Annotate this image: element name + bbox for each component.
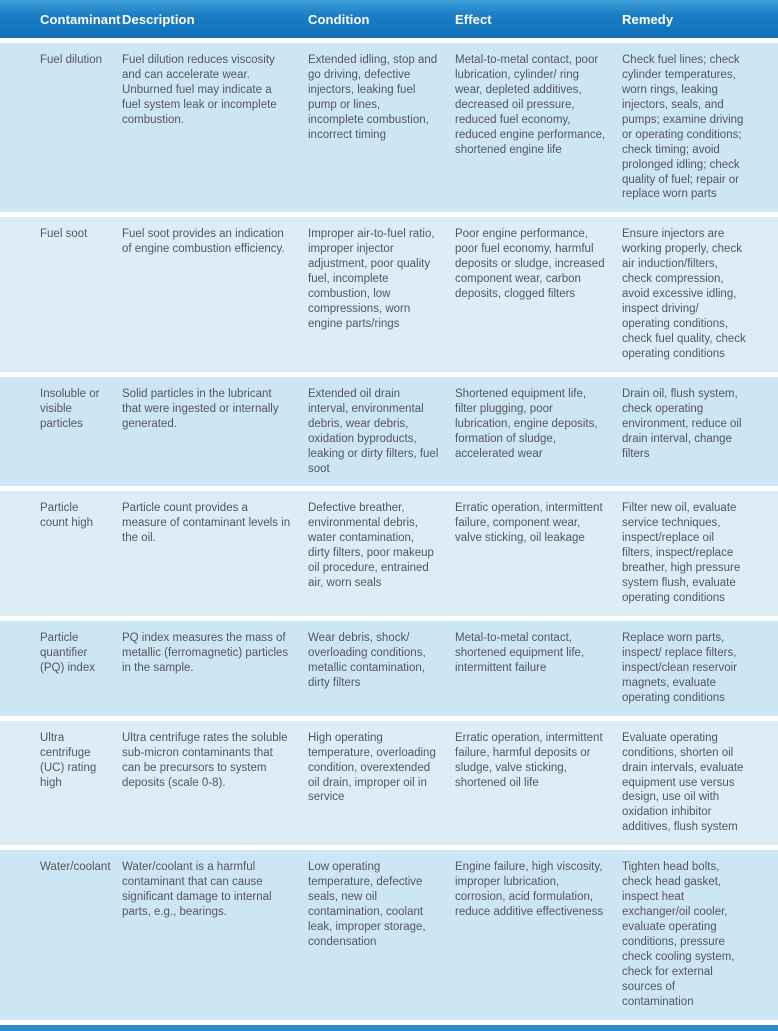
cell-remedy: Replace worn parts, inspect/ replace filters, inspect/clean reservoir magnets, evaluate operating conditions xyxy=(622,632,738,704)
cell-condition: High operating temperature, overloading condition, overextended oil drain, improper oil in service xyxy=(308,731,436,804)
column-header-condition: Condition xyxy=(308,11,370,27)
cell-description: Particle count provides a measure of contaminant levels in the oil. xyxy=(122,502,291,545)
cell-condition: Extended oil drain interval, environmental debris, wear debris, oxidation byproducts, leaking or dirty filters, fuel soot xyxy=(308,387,439,475)
cell-contaminant: Fuel soot xyxy=(40,228,88,241)
cell-effect: Metal-to-metal contact, poor lubrication, cylinder/ ring wear, depleted additives, decreased oil pressure, reduced fuel economy, reduced engine performance, shortened engine life xyxy=(455,54,606,156)
cell-remedy: Drain oil, flush system, check operating environment, reduce oil drain interval, change filters xyxy=(622,387,742,460)
cell-effect: Erratic operation, intermittent failure, component wear, valve sticking, oil leakage xyxy=(455,502,603,545)
cell-description: PQ index measures the mass of metallic (ferromagnetic) particles in the sample. xyxy=(122,632,289,674)
column-header-contaminant: Contaminant xyxy=(40,11,121,27)
column-header-remedy: Remedy xyxy=(622,11,674,27)
table-row xyxy=(0,721,778,846)
bottom-accent-bar xyxy=(0,1025,778,1031)
table-row xyxy=(0,850,778,1019)
cell-remedy: Ensure injectors are working properly, check air induction/filters, check compression, avoid excessive idling, inspect driving/ operating conditions, check fuel quality, check operating conditions xyxy=(622,228,746,360)
cell-description: Water/coolant is a harmful contaminant that can cause significant damage to internal parts, e.g., bearings. xyxy=(122,861,272,919)
column-header-effect: Effect xyxy=(455,11,492,27)
cell-condition: Wear debris, shock/ overloading conditions, metallic contamination, dirty filters xyxy=(308,632,426,689)
cell-effect: Erratic operation, intermittent failure, harmful deposits or sludge, valve sticking, shortened oil life xyxy=(455,731,603,789)
cell-contaminant: Fuel dilution xyxy=(40,54,103,66)
cell-condition: Defective breather, environmental debris, water contamination, dirty filters, poor makeup oil procedure, entrained air, worn seals xyxy=(308,502,434,590)
cell-description: Solid particles in the lubricant that were ingested or internally generated. xyxy=(122,387,279,430)
table-row xyxy=(0,43,778,212)
cell-effect: Metal-to-metal contact, shortened equipment life, intermittent failure xyxy=(455,632,585,674)
cell-remedy: Evaluate operating conditions, shorten oil drain intervals, evaluate equipment use versus design, use oil with oxidation inhibitor additives, flush system xyxy=(622,731,744,834)
cell-effect: Engine failure, high viscosity, improper lubrication, corrosion, acid formulation, reduce additive effectiveness xyxy=(455,861,604,919)
table-row xyxy=(0,491,778,616)
cell-contaminant: Water/coolant xyxy=(40,861,111,874)
cell-description: Fuel dilution reduces viscosity and can accelerate wear. Unburned fuel may indicate a fuel system leak or incomplete combustion. xyxy=(122,54,277,126)
cell-description: Fuel soot provides an indication of engine combustion efficiency. xyxy=(122,228,285,256)
cell-remedy: Tighten head bolts, check head gasket, inspect heat exchanger/oil cooler, evaluate operating conditions, pressure check cooling system, check for external sources of contamination xyxy=(622,861,735,1008)
cell-remedy: Filter new oil, evaluate service techniques, inspect/replace oil filters, inspect/replace breather, high pressure system flush, evaluate operating conditions xyxy=(622,502,741,605)
table-header-row xyxy=(0,0,778,38)
column-header-description: Description xyxy=(122,11,195,27)
cell-condition: Improper air-to-fuel ratio, improper injector adjustment, poor quality fuel, incomplete combustion, low compressions, worn engine parts/rings xyxy=(308,228,435,330)
cell-effect: Poor engine performance, poor fuel economy, harmful deposits or sludge, increased component wear, carbon deposits, clogged filters xyxy=(455,228,605,301)
cell-description: Ultra centrifuge rates the soluble sub-micron contaminants that can be precursors to system deposits (scale 0-8). xyxy=(122,731,288,789)
cell-effect: Shortened equipment life, filter plugging, poor lubrication, engine deposits, formation of sludge, accelerated wear xyxy=(455,387,598,460)
cell-contaminant: Particle quantifier (PQ) index xyxy=(40,632,95,674)
cell-contaminant: Particle count high xyxy=(40,502,94,530)
cell-contaminant: Ultra centrifuge (UC) rating high xyxy=(40,731,97,789)
cell-remedy: Check fuel lines; check cylinder temperatures, worn rings, leaking injectors, seals, and pumps; examine driving or operating conditions; check timing; avoid prolonged idling; check quality of fuel; repair or replace worn parts xyxy=(622,54,744,201)
table-row xyxy=(0,377,778,487)
table-row xyxy=(0,217,778,371)
table-row xyxy=(0,621,778,716)
cell-condition: Low operating temperature, defective seals, new oil contamination, coolant leak, improper storage, condensation xyxy=(308,861,426,948)
table-body xyxy=(0,43,778,1020)
cell-contaminant: Insoluble or visible particles xyxy=(40,387,100,430)
cell-condition: Extended idling, stop and go driving, defective injectors, leaking fuel pump or lines, incomplete combustion, incorrect timing xyxy=(308,54,438,141)
